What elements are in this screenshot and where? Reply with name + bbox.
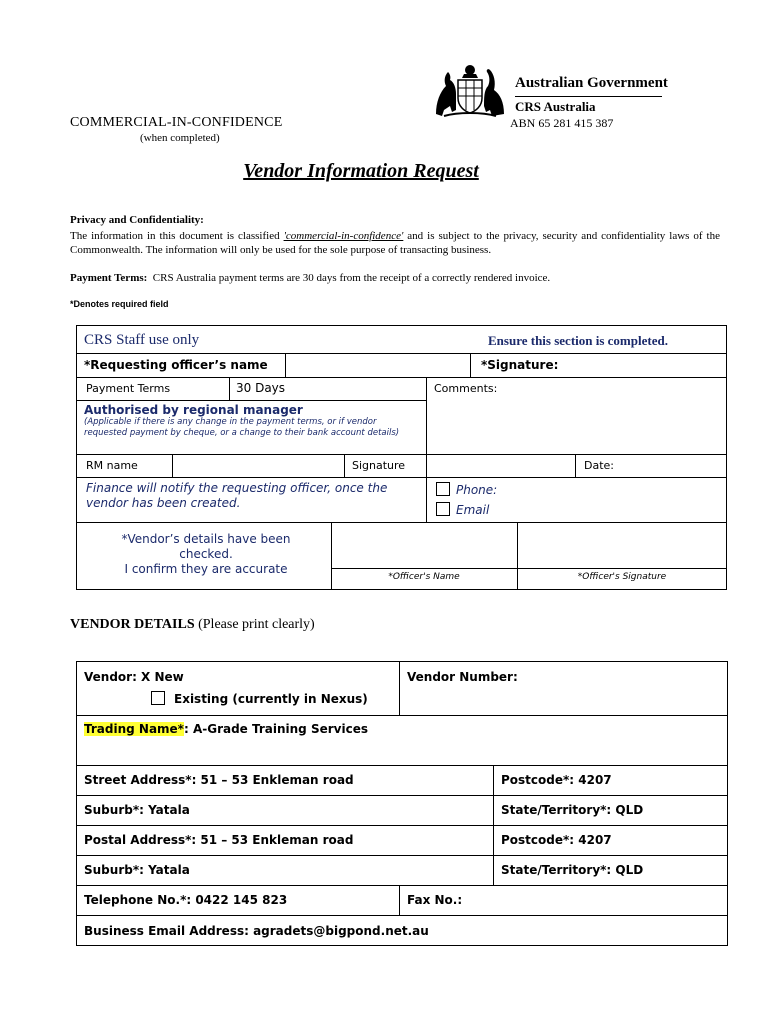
payment-terms bbox=[70, 272, 550, 284]
telephone-field[interactable]: Telephone No.*: 0422 145 823 bbox=[84, 893, 288, 907]
staff-col-line bbox=[229, 377, 230, 400]
phone-label: Phone: bbox=[456, 483, 498, 497]
staff-row-line bbox=[76, 477, 727, 478]
signature-field[interactable] bbox=[566, 355, 724, 375]
staff-row-line bbox=[76, 400, 426, 401]
officer-signature-label: *Officer's Signature bbox=[577, 572, 667, 582]
vendor-checked-line-2: checked. bbox=[179, 547, 233, 561]
street-state-field[interactable]: State/Territory*: QLD bbox=[501, 803, 644, 817]
business-email-field[interactable]: Business Email Address: agradets@bigpond.net.au bbox=[84, 924, 429, 938]
staff-row-line bbox=[331, 568, 727, 569]
requesting-officer-field[interactable] bbox=[287, 355, 468, 375]
staff-col-line bbox=[575, 454, 576, 477]
staff-col-line bbox=[285, 353, 286, 377]
street-address-field[interactable]: Street Address*: 51 – 53 Enkleman road bbox=[84, 773, 354, 787]
required-field-note: *Denotes required field bbox=[70, 299, 169, 309]
date-field[interactable] bbox=[620, 456, 724, 475]
vendor-checked-note bbox=[96, 532, 316, 577]
trading-name-value: : A-Grade Training Services bbox=[183, 722, 368, 736]
comments-label: Comments: bbox=[434, 382, 498, 395]
vendor-details-note: (Please print clearly) bbox=[198, 617, 315, 632]
privacy-text-before: The information in this document is classified bbox=[70, 230, 284, 242]
staff-col-line bbox=[172, 454, 173, 477]
staff-col-line bbox=[470, 353, 471, 377]
rm-signature-field[interactable] bbox=[428, 456, 573, 475]
vendor-row-line bbox=[76, 825, 728, 826]
comments-field[interactable] bbox=[428, 396, 724, 452]
phone-checkbox[interactable] bbox=[436, 482, 450, 496]
signature-label: *Signature: bbox=[481, 358, 559, 372]
finance-note: Finance will notify the requesting officer, once the vendor has been created. bbox=[86, 481, 388, 510]
vendor-row-line bbox=[76, 915, 728, 916]
vendor-col-line bbox=[493, 765, 494, 885]
classification-note: (when completed) bbox=[140, 132, 220, 144]
trading-name-field[interactable] bbox=[84, 722, 368, 736]
privacy-emphasis: 'commercial-in-confidence' bbox=[283, 230, 404, 242]
requesting-officer-label: *Requesting officer’s name bbox=[84, 358, 268, 372]
staff-row-line bbox=[76, 454, 727, 455]
rm-name-field[interactable] bbox=[174, 456, 342, 475]
payment-terms-value[interactable]: 30 Days bbox=[236, 381, 286, 395]
vendor-row-line bbox=[76, 795, 728, 796]
payment-terms-field-label: Payment Terms bbox=[86, 382, 171, 395]
coat-of-arms-icon bbox=[430, 62, 510, 120]
vendor-details-heading bbox=[70, 617, 315, 633]
payment-terms-label: Payment Terms: bbox=[70, 272, 148, 284]
postal-state-field[interactable]: State/Territory*: QLD bbox=[501, 863, 644, 877]
vendor-details-title: VENDOR DETAILS bbox=[70, 617, 195, 632]
authorised-note: (Applicable if there is any change in the payment terms, or if vendor requested payment by cheque, or a change to their bank account details) bbox=[84, 417, 400, 438]
vendor-number-label: Vendor Number: bbox=[407, 670, 518, 684]
trading-name-label: Trading Name* bbox=[84, 722, 184, 736]
payment-terms-text: CRS Australia payment terms are 30 days from the receipt of a correctly rendered invoice. bbox=[152, 272, 551, 284]
document-title-text: Vendor Information Request bbox=[243, 160, 479, 182]
vendor-type-label: Vendor: X New bbox=[84, 670, 184, 684]
staff-row-line bbox=[76, 377, 727, 378]
postal-suburb-field[interactable]: Suburb*: Yatala bbox=[84, 863, 190, 877]
street-postcode-field[interactable]: Postcode*: 4207 bbox=[501, 773, 612, 787]
agency-name: CRS Australia bbox=[515, 99, 596, 114]
vendor-row-line bbox=[76, 765, 728, 766]
privacy-heading: Privacy and Confidentiality: bbox=[70, 214, 204, 226]
fax-field[interactable]: Fax No.: bbox=[407, 893, 463, 907]
email-checkbox[interactable] bbox=[436, 502, 450, 516]
postal-address-field[interactable]: Postal Address*: 51 – 53 Enkleman road bbox=[84, 833, 354, 847]
vendor-checked-line-1: *Vendor’s details have been bbox=[121, 532, 291, 546]
abn-number: ABN 65 281 415 387 bbox=[510, 116, 614, 130]
postal-postcode-field[interactable]: Postcode*: 4207 bbox=[501, 833, 612, 847]
existing-vendor-checkbox[interactable] bbox=[151, 691, 165, 705]
email-label: Email bbox=[456, 503, 490, 517]
privacy-text bbox=[70, 229, 720, 257]
privacy-text-after: and is subject to the privacy, security and confidentiality laws of the Commonwealth. The information will only be used for the sole purpose of transacting business. bbox=[70, 230, 720, 256]
date-label: Date: bbox=[584, 459, 614, 472]
staff-row-line bbox=[76, 353, 727, 354]
header-divider bbox=[515, 96, 662, 97]
staff-ensure-note: Ensure this section is completed. bbox=[488, 333, 668, 348]
staff-row-line bbox=[76, 522, 727, 523]
rm-name-label: RM name bbox=[86, 459, 138, 472]
vendor-checked-line-3: I confirm they are accurate bbox=[124, 562, 288, 576]
vendor-row-line bbox=[76, 855, 728, 856]
vendor-row-line bbox=[76, 885, 728, 886]
rm-signature-label: Signature bbox=[352, 459, 406, 472]
street-suburb-field[interactable]: Suburb*: Yatala bbox=[84, 803, 190, 817]
government-title: Australian Government bbox=[515, 75, 668, 91]
officer-name-field[interactable] bbox=[333, 524, 515, 566]
vendor-col-line bbox=[399, 661, 400, 715]
officer-signature-field[interactable] bbox=[519, 524, 725, 566]
staff-title: CRS Staff use only bbox=[84, 332, 200, 348]
classification-label: COMMERCIAL-IN-CONFIDENCE bbox=[70, 115, 283, 130]
vendor-col-line bbox=[399, 885, 400, 915]
officer-name-label: *Officer's Name bbox=[388, 572, 460, 582]
staff-col-line bbox=[344, 454, 345, 477]
staff-col-line bbox=[426, 377, 427, 522]
vendor-row-line bbox=[76, 715, 728, 716]
document-title bbox=[0, 160, 728, 183]
existing-vendor-label: Existing (currently in Nexus) bbox=[174, 692, 368, 706]
authorised-heading: Authorised by regional manager bbox=[84, 403, 303, 417]
